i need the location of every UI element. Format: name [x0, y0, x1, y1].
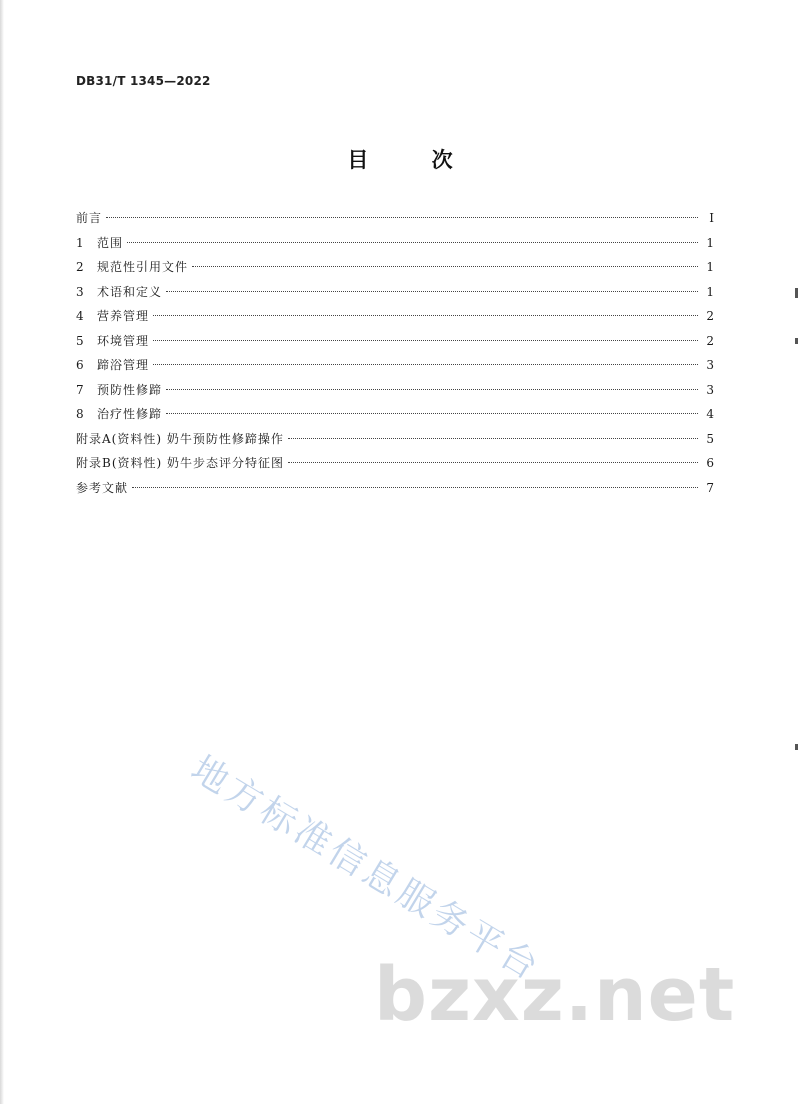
toc-item-label: 营养管理 — [97, 309, 150, 323]
toc-leader-dots — [153, 340, 698, 341]
page-title: 目 次 — [347, 148, 481, 172]
toc-item[interactable] — [76, 402, 714, 427]
toc-leader-dots — [106, 217, 698, 218]
toc-item-page: 1 — [706, 260, 714, 274]
scan-mark — [795, 744, 798, 750]
toc-item-number: 2 — [76, 260, 84, 274]
toc-item-page: Ⅰ — [709, 211, 714, 225]
scan-mark — [795, 338, 798, 344]
toc-item-page: 7 — [706, 480, 714, 495]
toc-item[interactable] — [76, 304, 714, 329]
toc-leader-dots — [192, 266, 698, 267]
toc-item-label: 附录A(资料性) 奶牛预防性修蹄操作 — [76, 431, 284, 446]
brand-watermark: bzxz.net — [374, 952, 736, 1038]
toc-item-page: 5 — [706, 431, 714, 446]
toc-item-label: 蹄浴管理 — [97, 358, 150, 372]
toc-item-number: 7 — [76, 382, 84, 397]
toc-leader-dots — [153, 315, 698, 316]
toc-item-label: 参考文献 — [76, 480, 129, 495]
toc-item-page: 2 — [706, 333, 714, 348]
toc-item-label: 预防性修蹄 — [97, 382, 163, 397]
toc-item[interactable] — [76, 451, 714, 476]
toc-item-page: 2 — [706, 309, 714, 323]
toc-leader-dots — [153, 364, 698, 365]
toc-item[interactable] — [76, 206, 714, 231]
toc-item[interactable] — [76, 427, 714, 452]
toc-item-number: 6 — [76, 358, 84, 372]
toc-item-page: 3 — [706, 382, 714, 397]
toc-item-number: 3 — [76, 284, 84, 299]
toc-item-page: 1 — [706, 284, 714, 299]
toc-leader-dots — [166, 413, 698, 414]
toc-item-page: 4 — [706, 407, 714, 421]
toc-item[interactable] — [76, 353, 714, 378]
toc-item-label: 附录B(资料性) 奶牛步态评分特征图 — [76, 456, 284, 470]
toc-item-label: 范围 — [97, 235, 124, 250]
toc-item-number: 1 — [76, 235, 84, 250]
toc-leader-dots — [288, 438, 698, 439]
toc-leader-dots — [166, 389, 698, 390]
toc-item[interactable] — [76, 231, 714, 256]
toc-item[interactable] — [76, 280, 714, 305]
toc-item[interactable] — [76, 255, 714, 280]
scan-mark — [795, 288, 798, 298]
table-of-contents — [76, 206, 714, 500]
toc-item[interactable] — [76, 378, 714, 403]
toc-item-page: 3 — [706, 358, 714, 372]
toc-item-number: 5 — [76, 333, 84, 348]
toc-item-label: 前言 — [76, 211, 103, 225]
watermark-text: 地方标准信息服务平台 — [183, 748, 548, 990]
toc-item-number: 4 — [76, 309, 84, 323]
toc-item-number: 8 — [76, 407, 84, 421]
toc-leader-dots — [132, 487, 698, 488]
toc-item-label: 术语和定义 — [97, 284, 163, 299]
toc-item-label: 环境管理 — [97, 333, 150, 348]
toc-item-label: 治疗性修蹄 — [97, 407, 163, 421]
document-code: DB31/T 1345—2022 — [76, 74, 211, 88]
toc-item-page: 1 — [706, 235, 714, 250]
toc-item[interactable] — [76, 329, 714, 354]
toc-item-page: 6 — [706, 456, 714, 470]
toc-leader-dots — [127, 242, 698, 243]
toc-item[interactable] — [76, 476, 714, 501]
toc-leader-dots — [288, 462, 698, 463]
toc-item-label: 规范性引用文件 — [97, 260, 189, 274]
toc-leader-dots — [166, 291, 698, 292]
